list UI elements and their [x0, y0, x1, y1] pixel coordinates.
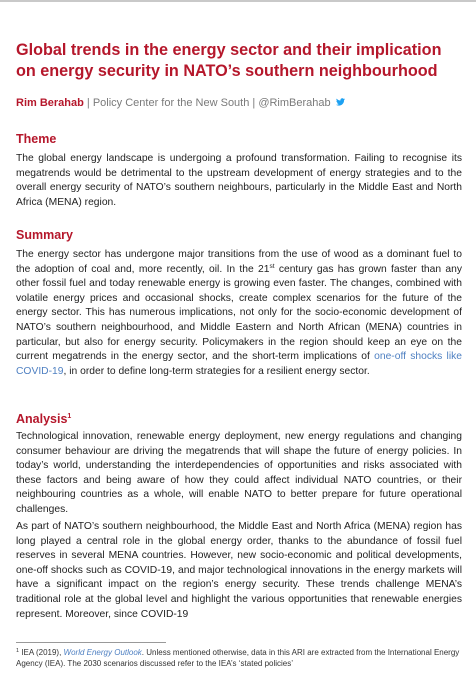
summary-text-part1: The energy sector has undergone major transitions from the use of wood as a dominant fuel to the adoption of coal and, more recently, oil. In the 21 [16, 249, 462, 275]
footnote-part1: IEA (2019), [19, 648, 64, 657]
footnote-divider [16, 642, 166, 643]
theme-text: The global energy landscape is undergoing a profound transformation. Failing to recognise its megatrends would be detrimental to the upstream development of energy strategies and to the overall energy security of NATO’s southern neighbours, particularly in the Middle East and North Africa (MENA) region. [16, 153, 462, 208]
analysis-paragraph-1: Technological innovation, renewable energy deployment, new energy regulations and changing consumer behaviour are driving the megatrends that will shape the future of energy policies. In today’s world, understanding the interdependencies of opportunities and risks associated with these factors and being aware of how they could affect individual NATO countries, or their neighbouring countries as a whole, will enable NATO to better prepare for future operational challenges. [16, 431, 462, 515]
document-title: Global trends in the energy sector and their implication on energy security in NATO’s southern neighbourhood [16, 41, 442, 80]
footnote-number: 1 [16, 648, 20, 654]
analysis-heading-text: Analysis [16, 412, 68, 426]
summary-text [16, 248, 462, 379]
twitter-bird-icon[interactable] [336, 98, 345, 106]
author-affiliation: | Policy Center for the New South | @RimBerahab [83, 97, 331, 109]
analysis-heading [16, 409, 71, 427]
world-energy-outlook-link[interactable]: World Energy Outlook [63, 648, 142, 657]
footnote [16, 647, 462, 669]
summary-text-part3: , in order to define long-term strategies for a resilient energy sector. [63, 365, 370, 377]
covid-link[interactable]: one-off shocks like COVID-19 [16, 351, 462, 377]
analysis-footnote-ref[interactable]: 1 [67, 413, 72, 420]
summary-superscript: st [269, 262, 275, 270]
author-line [16, 96, 464, 110]
analysis-paragraph-2: As part of NATO’s southern neighbourhood, the Middle East and North Africa (MENA) region has long played a central role in the global energy order, thanks to the abundance of fossil fuel reserves in several MENA countries. However, new socio-economic and political developments, one-off shocks such as COVID-19, and major technological innovations in the energy markets will have a significant impact on the region’s energy security. These trends challenge MENA’s traditional role at the global level and highlight the various opportunities that renewable energies represent. Moreover, since COVID-19 [16, 521, 462, 620]
footnote-part2: . Unless mentioned otherwise, data in this ARI are extracted from the International Energy Agency (IEA). The 2030 scenarios discussed refer to the IEA’s ‘stated policies’ [16, 648, 460, 668]
summary-text-part2: century gas has grown faster than any other fossil fuel and today renewable energy is growing even faster. The changes, combined with volatile energy prices and occasional shocks, create complex scenarios for the future of the energy sector. This has numerous implications, not only for the socio-economic development of NATO’s southern neighbourhood, and Middle Eastern and North African (MENA) countries in particular, but also for energy security. Policymakers in the region should keep an eye on the current megatrends in the energy sector, and the short-term implications of [16, 263, 463, 363]
theme-heading: Theme [16, 132, 57, 146]
top-border [0, 0, 476, 2]
summary-heading: Summary [16, 228, 73, 242]
author-name: Rim Berahab [16, 97, 84, 109]
